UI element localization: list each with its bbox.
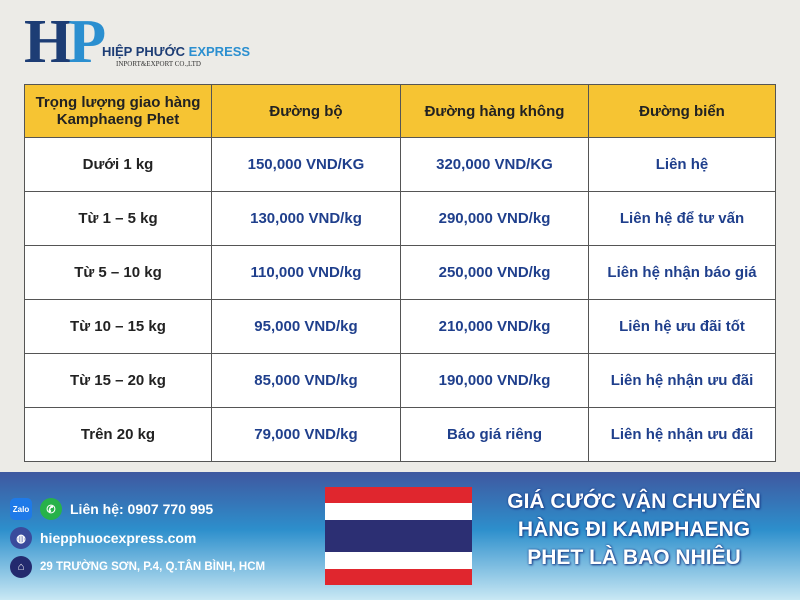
sea-price-cell: Liên hệ	[589, 138, 776, 192]
weight-cell: Dưới 1 kg	[25, 138, 212, 192]
air-price-cell: 290,000 VND/kg	[401, 192, 589, 246]
sea-price-cell: Liên hệ nhận ưu đãi	[589, 354, 776, 408]
logo-brand	[102, 44, 250, 59]
banner-title: GIÁ CƯỚC VẬN CHUYỂN HÀNG ĐI KAMPHAENG PHET LÀ BAO NHIÊU	[507, 490, 761, 569]
weight-cell: Từ 5 – 10 kg	[25, 246, 212, 300]
sea-price-cell: Liên hệ nhận ưu đãi	[589, 408, 776, 462]
table-header-row	[25, 85, 776, 138]
weight-cell: Trên 20 kg	[25, 408, 212, 462]
column-header: Trọng lượng giao hàng Kamphaeng Phet	[25, 85, 212, 138]
road-price-cell: 79,000 VND/kg	[212, 408, 401, 462]
air-price-cell: 210,000 VND/kg	[401, 300, 589, 354]
air-price-cell: 320,000 VND/KG	[401, 138, 589, 192]
road-price-cell: 150,000 VND/KG	[212, 138, 401, 192]
table-row	[25, 192, 776, 246]
address-text: 29 TRƯỜNG SƠN, P.4, Q.TÂN BÌNH, HCM	[40, 561, 266, 573]
contact-phone[interactable]: Liên hệ: 0907 770 995	[70, 501, 214, 517]
table-row	[25, 138, 776, 192]
road-price-cell: 130,000 VND/kg	[212, 192, 401, 246]
sea-price-cell: Liên hệ ưu đãi tốt	[589, 300, 776, 354]
road-price-cell: 85,000 VND/kg	[212, 354, 401, 408]
weight-cell: Từ 10 – 15 kg	[25, 300, 212, 354]
website-link[interactable]: hiepphuocexpress.com	[40, 530, 197, 546]
air-price-cell: 250,000 VND/kg	[401, 246, 589, 300]
contact-line	[10, 498, 213, 520]
table-row	[25, 246, 776, 300]
logo-mark: HP	[24, 8, 103, 76]
weight-cell: Từ 1 – 5 kg	[25, 192, 212, 246]
address-line	[10, 556, 265, 578]
home-icon: ⌂	[10, 556, 32, 578]
zalo-icon[interactable]: Zalo	[10, 498, 32, 520]
road-price-cell: 95,000 VND/kg	[212, 300, 401, 354]
phone-icon[interactable]: ✆	[40, 498, 62, 520]
table-row	[25, 354, 776, 408]
shipping-rate-table	[24, 84, 776, 462]
globe-icon: ◍	[10, 527, 32, 549]
brand-name: HIỆP PHƯỚC	[102, 44, 186, 59]
thailand-flag	[325, 487, 472, 585]
table-row	[25, 408, 776, 462]
air-price-cell: 190,000 VND/kg	[401, 354, 589, 408]
logo-tagline: INPORT&EXPORT CO.,LTD	[116, 60, 201, 68]
column-header: Đường hàng không	[401, 85, 589, 138]
column-header: Đường bộ	[212, 85, 401, 138]
brand-accent: EXPRESS	[188, 44, 251, 59]
sea-price-cell: Liên hệ nhận báo giá	[589, 246, 776, 300]
table-row	[25, 300, 776, 354]
website-line	[10, 527, 196, 549]
air-price-cell: Báo giá riêng	[401, 408, 589, 462]
sea-price-cell: Liên hệ để tư vấn	[589, 192, 776, 246]
weight-cell: Từ 15 – 20 kg	[25, 354, 212, 408]
company-logo	[24, 8, 254, 76]
road-price-cell: 110,000 VND/kg	[212, 246, 401, 300]
column-header: Đường biển	[589, 85, 776, 138]
